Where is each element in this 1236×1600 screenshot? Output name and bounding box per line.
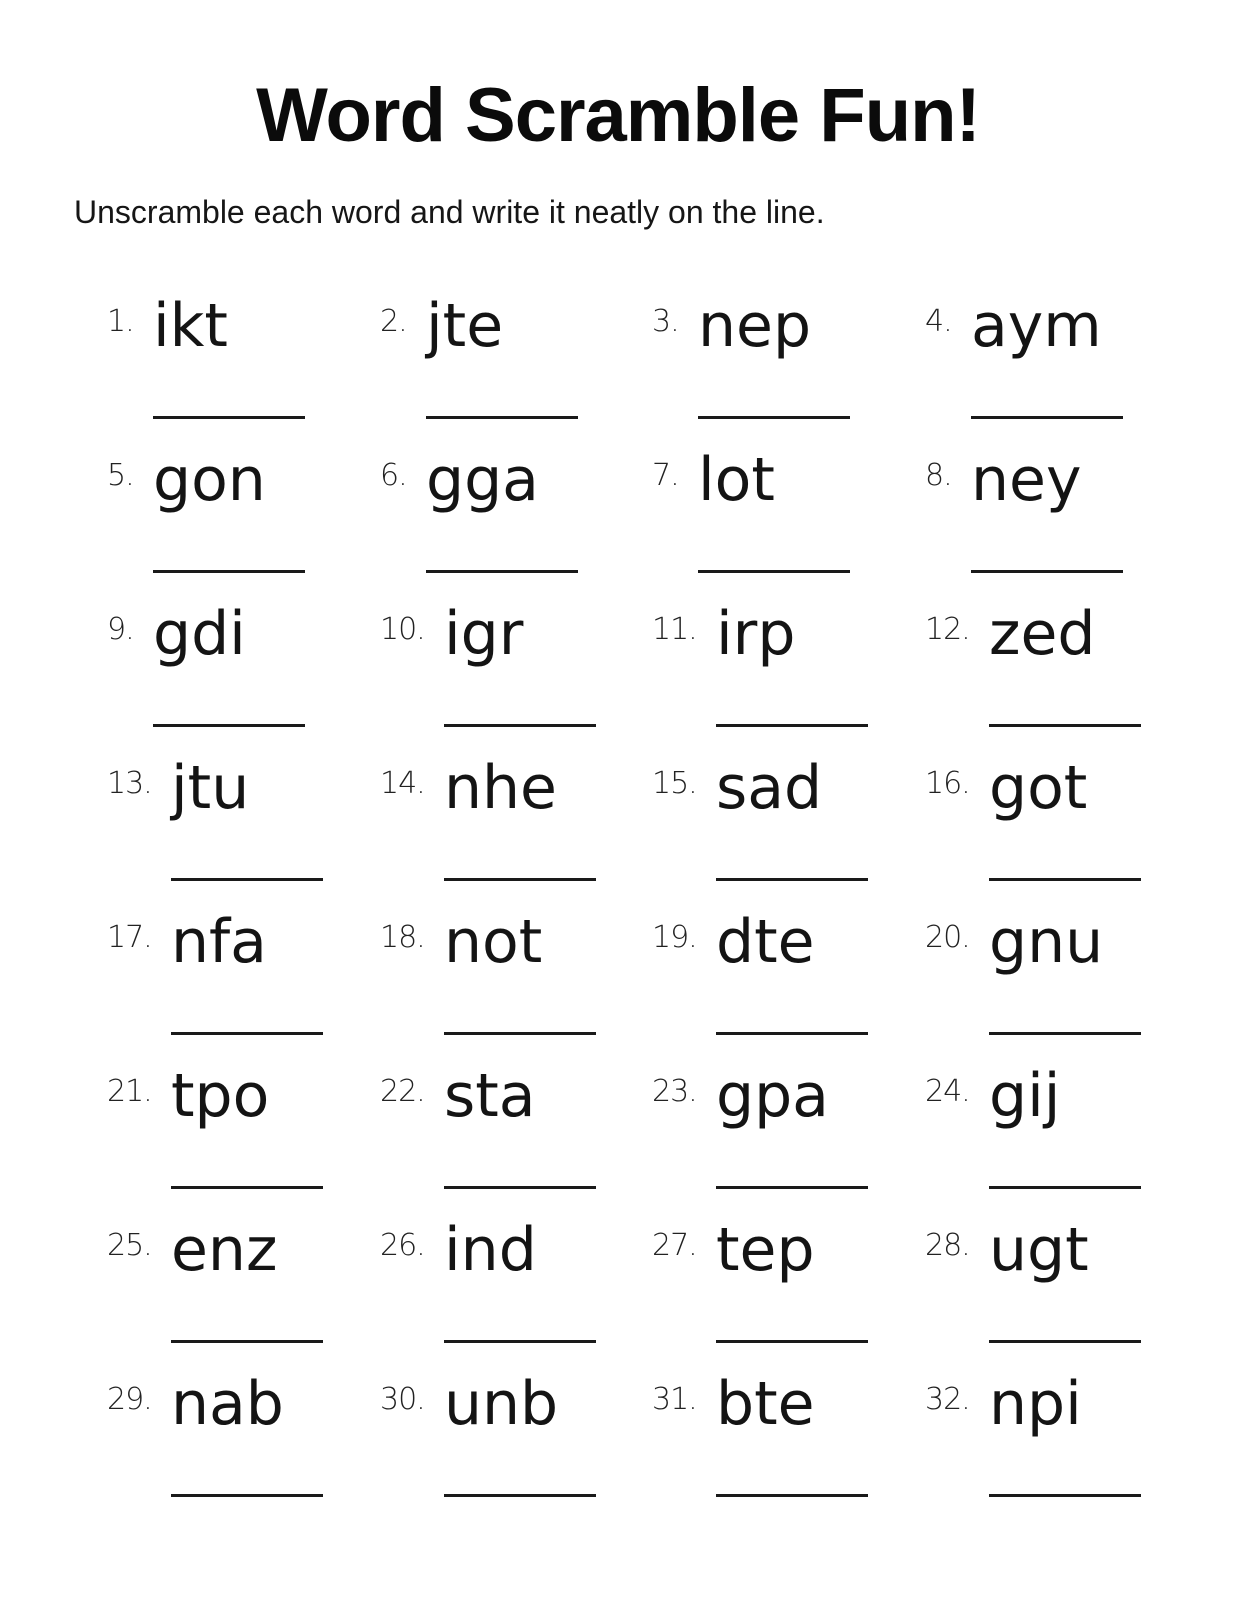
item-number: 11. [652,612,697,647]
item-number: 19. [652,920,697,955]
answer-line[interactable] [716,724,868,727]
scrambled-word: gdi [153,599,246,669]
item-number: 13. [107,766,152,801]
item-number: 26. [380,1228,425,1263]
scrambled-word: sad [716,753,823,823]
scrambled-word: sta [444,1061,536,1131]
answer-line[interactable] [971,416,1123,419]
answer-line[interactable] [989,878,1141,881]
scramble-item [380,1370,652,1524]
answer-line[interactable] [989,1494,1141,1497]
item-number: 6. [380,458,407,493]
item-number: 32. [925,1382,970,1417]
scrambled-word: gij [989,1061,1061,1131]
scramble-item [652,446,925,600]
answer-line[interactable] [716,1494,868,1497]
scrambled-word: not [444,907,543,977]
scramble-item [925,446,1177,600]
answer-line[interactable] [444,878,596,881]
item-number: 23. [652,1074,697,1109]
answer-line[interactable] [989,724,1141,727]
answer-line[interactable] [171,878,323,881]
answer-line[interactable] [171,1494,323,1497]
scrambled-word: dte [716,907,815,977]
answer-line[interactable] [971,570,1123,573]
item-number: 7. [652,458,679,493]
scrambled-word: nep [698,291,812,361]
answer-line[interactable] [171,1032,323,1035]
scramble-item [652,292,925,446]
scramble-item [925,600,1177,754]
scrambled-word: got [989,753,1088,823]
scrambled-word: ugt [989,1215,1089,1285]
word-grid [107,292,1177,1524]
answer-line[interactable] [153,416,305,419]
scramble-item [652,1370,925,1524]
scrambled-word: nhe [444,753,557,823]
answer-line[interactable] [426,416,578,419]
answer-line[interactable] [171,1186,323,1189]
item-number: 22. [380,1074,425,1109]
answer-line[interactable] [989,1032,1141,1035]
scrambled-word: enz [171,1215,278,1285]
scrambled-word: bte [716,1369,815,1439]
scramble-item [107,1370,380,1524]
scramble-item [652,908,925,1062]
scrambled-word: gga [426,445,539,515]
scrambled-word: ikt [153,291,228,361]
scrambled-word: jte [426,291,504,361]
answer-line[interactable] [426,570,578,573]
answer-line[interactable] [171,1340,323,1343]
item-number: 29. [107,1382,152,1417]
scramble-item [652,754,925,908]
scramble-item [107,600,380,754]
item-number: 8. [925,458,952,493]
scrambled-word: ney [971,445,1082,515]
scramble-item [380,908,652,1062]
answer-line[interactable] [716,878,868,881]
scrambled-word: npi [989,1369,1082,1439]
scramble-item [380,600,652,754]
answer-line[interactable] [716,1032,868,1035]
scrambled-word: gon [153,445,266,515]
answer-line[interactable] [444,1186,596,1189]
scrambled-word: nfa [171,907,267,977]
scrambled-word: aym [971,291,1102,361]
scramble-item [925,1062,1177,1216]
item-number: 3. [652,304,679,339]
item-number: 24. [925,1074,970,1109]
scramble-item [107,446,380,600]
answer-line[interactable] [989,1340,1141,1343]
scrambled-word: gpa [716,1061,829,1131]
scrambled-word: igr [444,599,524,669]
answer-line[interactable] [989,1186,1141,1189]
scramble-item [652,1216,925,1370]
scrambled-word: nab [171,1369,284,1439]
item-number: 27. [652,1228,697,1263]
item-number: 15. [652,766,697,801]
answer-line[interactable] [444,1494,596,1497]
item-number: 28. [925,1228,970,1263]
answer-line[interactable] [153,724,305,727]
item-number: 31. [652,1382,697,1417]
scrambled-word: tpo [171,1061,270,1131]
answer-line[interactable] [444,1340,596,1343]
scramble-item [925,1216,1177,1370]
answer-line[interactable] [698,416,850,419]
scrambled-word: gnu [989,907,1104,977]
scramble-item [380,446,652,600]
scramble-item [925,908,1177,1062]
scramble-item [380,754,652,908]
answer-line[interactable] [444,1032,596,1035]
item-number: 30. [380,1382,425,1417]
page-title: Word Scramble Fun! [256,73,980,158]
scramble-item [380,292,652,446]
scramble-item [380,1216,652,1370]
answer-line[interactable] [716,1186,868,1189]
scrambled-word: zed [989,599,1096,669]
item-number: 21. [107,1074,152,1109]
scrambled-word: jtu [171,753,250,823]
answer-line[interactable] [716,1340,868,1343]
item-number: 20. [925,920,970,955]
scramble-item [107,1216,380,1370]
scrambled-word: irp [716,599,796,669]
item-number: 18. [380,920,425,955]
answer-line[interactable] [698,570,850,573]
item-number: 2. [380,304,407,339]
item-number: 5. [107,458,134,493]
scrambled-word: unb [444,1369,559,1439]
item-number: 10. [380,612,425,647]
item-number: 14. [380,766,425,801]
instructions-text: Unscramble each word and write it neatly on the line. [74,194,825,230]
scramble-item [107,754,380,908]
item-number: 16. [925,766,970,801]
answer-line[interactable] [153,570,305,573]
item-number: 12. [925,612,970,647]
scramble-item [925,754,1177,908]
item-number: 1. [107,304,134,339]
scramble-item [652,600,925,754]
scrambled-word: tep [716,1215,815,1285]
scramble-item [107,1062,380,1216]
answer-line[interactable] [444,724,596,727]
scramble-item [380,1062,652,1216]
scrambled-word: ind [444,1215,537,1285]
scramble-item [925,292,1177,446]
scramble-item [107,908,380,1062]
item-number: 17. [107,920,152,955]
item-number: 9. [107,612,134,647]
item-number: 4. [925,304,952,339]
item-number: 25. [107,1228,152,1263]
scramble-item [652,1062,925,1216]
scrambled-word: lot [698,445,775,515]
scramble-item [925,1370,1177,1524]
scramble-item [107,292,380,446]
